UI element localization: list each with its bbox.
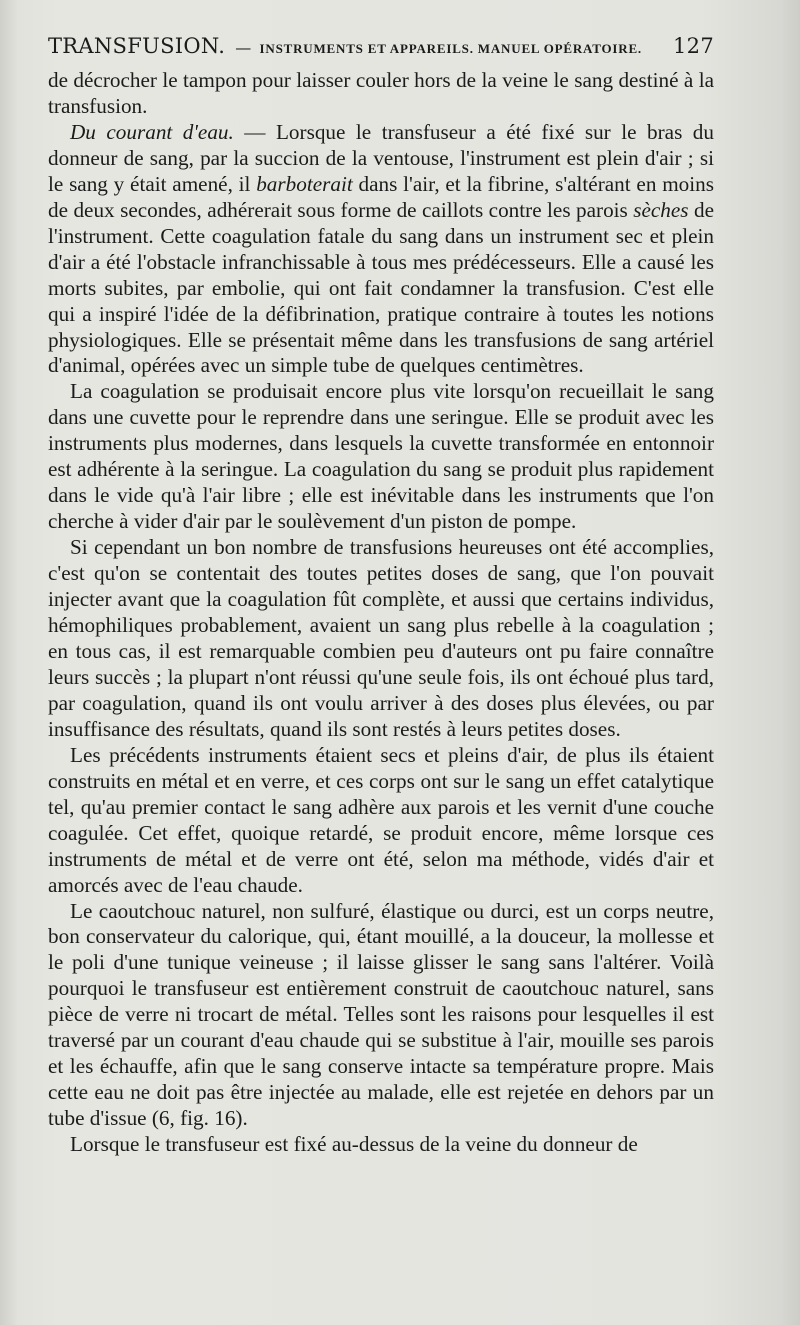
- paragraph-2-text-a: — Lorsque le transfuseur a été fixé sur le bras du donneur de sang, par la succion de la ventouse, l'instrument est plein d'air ; si le sang y était amené, il: [48, 119, 714, 196]
- paragraph-6-text: Le caoutchouc naturel, non sulfuré, élastique ou durci, est un corps neutre, bon conservateur du calorique, qui, étant mouillé, a la douceur, la mollesse et le poli d'une tunique veineuse ; il laisse glisser le sang sans l'altérer. Voilà pourquoi le transfuseur est entièrement construit de caoutchouc naturel, sans pièce de verre ni trocart de métal. Telles sont les raisons pour lesquelles il est traversé par un courant d'eau chaude qui se substitue à l'air, mouille ses parois et les échauffe, afin que le sang conserve intacte sa température propre. Mais cette eau ne doit pas être injectée au malade, elle est rejetée en dehors par un tube d'issue (6, fig. 16).: [48, 898, 714, 1131]
- paragraph-2-text-b: dans l'air, et la fibrine, s'altérant en moins de deux secondes, adhérerait sous forme de caillots contre les parois: [48, 171, 715, 222]
- paragraph-6: [48, 899, 714, 1133]
- paragraph-2: [48, 120, 714, 380]
- running-title: TRANSFUSION.: [48, 34, 226, 58]
- header-dash: —: [235, 38, 252, 57]
- paragraph-1-text: de décrocher le tampon pour laisser couler hors de la veine le sang destiné à la transfusion.: [48, 68, 714, 118]
- paragraph-3: [48, 379, 714, 535]
- paragraph-7-text: Lorsque le transfuseur est fixé au-dessus de la veine du donneur de: [70, 1132, 638, 1157]
- italic-word-barboterait: barboterait: [256, 171, 353, 196]
- paragraph-1: [48, 68, 714, 120]
- section-heading-italic: Du courant d'eau.: [70, 119, 234, 144]
- paragraph-2-text-c: de l'instrument. Cette coagulation fatale du sang dans un instrument sec et plein d'air a été l'obstacle infranchissable à tous mes prédécesseurs. Elle a causé les morts subites, par embolie, qui ont fait condamner la transfusion. C'est elle qui a inspiré l'idée de la défibrination, pratique contraire à toutes les notions physiologiques. Elle se présentait même dans les transfusions de sang artériel d'animal, opérées avec un simple tube de quelques centimètres.: [48, 197, 714, 378]
- paragraph-4: [48, 535, 714, 743]
- running-header-left: [48, 34, 650, 58]
- paragraph-7: [48, 1132, 714, 1158]
- paragraph-5-text: Les précédents instruments étaient secs et pleins d'air, de plus ils étaient construits en métal et en verre, et ces corps ont sur le sang un effet catalytique tel, qu'au premier contact le sang adhère aux parois et les vernit d'une couche coagulée. Cet effet, quoique retardé, se produit encore, même lorsque ces instruments de métal et de verre ont été, selon ma méthode, vidés d'air et amorcés avec de l'eau chaude.: [48, 742, 714, 897]
- paragraph-3-text: La coagulation se produisait encore plus vite lorsqu'on recueillait le sang dans une cuvette pour le reprendre dans une seringue. Elle se produit avec les instruments plus modernes, dans lesquels la cuvette transformée en entonnoir est adhérente à la seringue. La coagulation du sang se produit plus rapidement dans le vide qu'à l'air libre ; elle est inévitable dans les instruments que l'on cherche à vider d'air par le soulèvement d'un piston de pompe.: [48, 379, 714, 534]
- paragraph-4-text: Si cependant un bon nombre de transfusions heureuses ont été accomplies, c'est qu'on se contentait des toutes petites doses de sang, que l'on pouvait injecter avant que la coagulation fût complète, et aussi que certains individus, hémophiliques probablement, avaient un sang plus rebelle à la coagulation ; en tous cas, il est remarquable combien peu d'auteurs ont pu faire connaître leurs succès ; la plupart n'ont réussi qu'une seule fois, ils ont échoué plus tard, par coagulation, quand ils ont voulu arriver à des doses plus élevées, ou par insuffisance des résultats, quand ils sont restés à leurs petites doses.: [48, 535, 714, 741]
- italic-word-seches: sèches: [633, 197, 689, 222]
- running-subtitle: INSTRUMENTS ET APPAREILS. MANUEL OPÉRATOIRE.: [259, 41, 642, 56]
- running-header: [48, 34, 714, 64]
- body-text: [48, 68, 714, 1158]
- page-number: 127: [673, 34, 714, 58]
- paragraph-5: [48, 743, 714, 899]
